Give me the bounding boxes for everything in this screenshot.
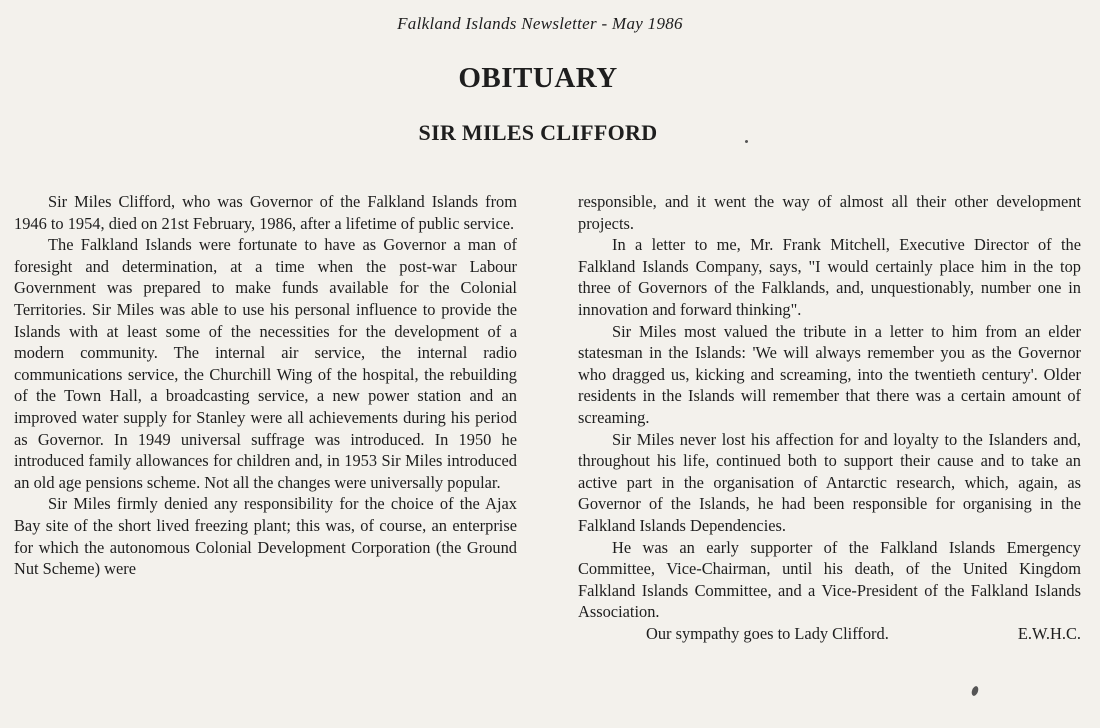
paragraph: Sir Miles Clifford, who was Governor of the Falkland Islands from 1946 to 1954, died on 21st February, 1986, after a lifetime of public service.: [14, 192, 517, 233]
closing-line: [578, 623, 1081, 645]
closing-text: Our sympathy goes to Lady Clifford.: [646, 623, 889, 643]
paragraph: He was an early supporter of the Falkland Islands Emergency Committee, Vice-Chairman, until his death, of the United Kingdom Falkland Islands Committee, and a Vice-President of the Falkland Islands Association.: [578, 537, 1081, 622]
page-subtitle: SIR MILES CLIFFORD: [418, 120, 658, 145]
page-title: OBITUARY: [458, 62, 618, 94]
signature: E.W.H.C.: [1017, 623, 1081, 643]
paragraph: Sir Miles firmly denied any responsibility for the choice of the Ajax Bay site of the short lived freezing plant; this was, of course, an enterprise for which the autonomous Colonial Development Corporation (the Ground Nut Scheme) were: [14, 494, 517, 579]
paragraph: In a letter to me, Mr. Frank Mitchell, Executive Director of the Falkland Islands Company, says, "I would certainly place him in the top three of Governors of the Falklands, and, unquestionably, number one in innovation and forward thinking".: [578, 235, 1081, 319]
ink-smudge: [970, 685, 979, 696]
paragraph: Sir Miles most valued the tribute in a letter to him from an elder statesman in the Islands: 'We will always remember you as the Governor who dragged us, kicking and screaming, into the twentieth century'. Older residents in the Islands will remember that there was a certain amount of screaming.: [578, 321, 1081, 427]
paragraph: The Falkland Islands were fortunate to have as Governor a man of foresight and determination, at a time when the post-war Labour Government was prepared to make funds available for the Colonial Territories. Sir Miles was able to use his personal influence to provide the Islands with at least some of the necessities for the development of a modern community. The internal air service, the internal radio communications service, the Churchill Wing of the hospital, the rebuilding of the Town Hall, a broadcasting service, a new power station and an improved water supply for Stanley were all achievements during his period as Governor. In 1949 universal suffrage was introduced. In 1950 he introduced family allowances for children and, in 1953 Sir Miles introduced an old age pensions scheme. Not all the changes were universally popular.: [14, 235, 517, 492]
left-column: [14, 191, 517, 580]
newsletter-header: Falkland Islands Newsletter - May 1986: [397, 14, 683, 33]
paragraph-continuation: responsible, and it went the way of almost all their other development projects.: [578, 192, 1081, 233]
paragraph: Sir Miles never lost his affection for and loyalty to the Islanders and, throughout his life, continued both to support their cause and to take an active part in the organisation of Antarctic research, which, again, as Governor of the Islands, he had been responsible for organising in the Falkland Islands Dependencies.: [578, 429, 1081, 535]
right-column: [578, 191, 1081, 644]
